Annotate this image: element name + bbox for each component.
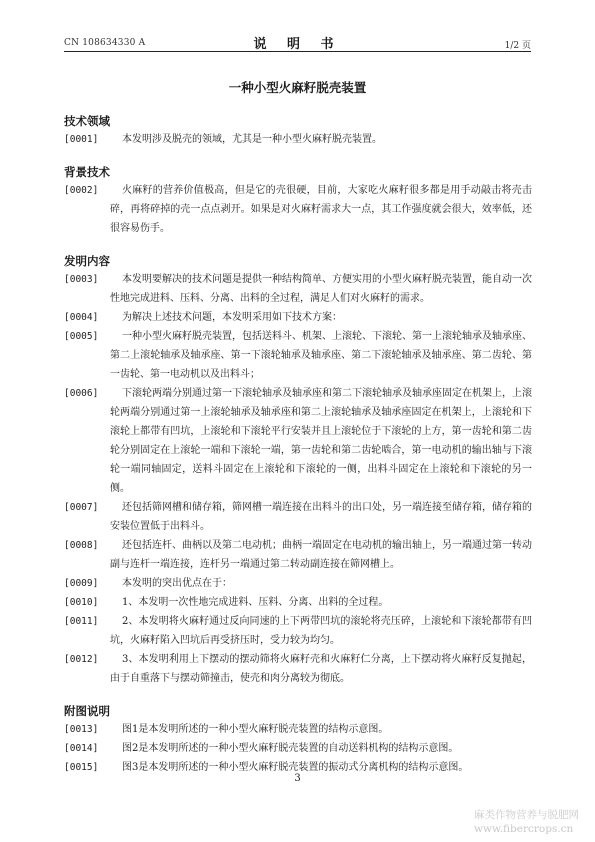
paragraph-number: [0014] [64,743,99,754]
paragraph-number: [0004] [64,312,99,323]
section-heading: 技术领域 [64,114,110,128]
paragraph-text: 图1是本发明所述的一种小型火麻籽脱壳装置的结构示意图。 [122,724,389,735]
paragraph [64,536,532,574]
paragraph [64,130,532,149]
paragraph-number: [0003] [64,274,99,285]
paragraph [64,612,532,650]
section-heading: 附图说明 [64,704,110,718]
paragraph-number: [0015] [64,762,99,773]
paragraph [64,739,532,758]
paragraph-number: [0012] [64,654,99,665]
paragraph [64,270,532,308]
paragraph-number: [0006] [64,388,99,399]
document-type-heading: 说 明 书 [253,37,342,52]
paragraph [64,181,532,238]
paragraph-number: [0013] [64,724,99,735]
paragraph-text: 还包括筛网槽和储存箱，筛网槽一端连接在出料斗的出口处，另一端连接至储存箱，储存箱的安装位置低于出料斗。 [110,502,532,532]
paragraph-text: 一种小型火麻籽脱壳装置，包括送料斗、机架、上滚轮、下滚轮、第一上滚轮轴承及轴承座、第二上滚轮轴承及轴承座、第一下滚轮轴承及轴承座、第二下滚轮轴承及轴承座、第二齿轮、第一齿轮、第一电动机以及出料斗； [110,331,532,380]
paragraph-text: 还包括连杆、曲柄以及第二电动机；曲柄一端固定在电动机的输出轴上，另一端通过第一转动副与连杆一端连接，连杆另一端通过第二转动副连接在筛网槽上。 [110,540,532,570]
paragraph-number: [0001] [64,134,99,145]
paragraph [64,498,532,536]
header-divider [64,51,531,52]
paragraph [64,593,532,612]
paragraph-number: [0008] [64,540,99,551]
paragraph [64,308,532,327]
paragraph-number: [0011] [64,616,99,627]
paragraph [64,650,532,688]
document-body [64,112,532,777]
paragraph-text: 本发明涉及脱壳的领域，尤其是一种小型火麻籽脱壳装置。 [122,134,382,145]
paragraph-number: [0007] [64,502,99,513]
paragraph-text: 为解决上述技术问题，本发明采用如下技术方案： [122,312,342,323]
page-number: 3 [294,773,301,784]
paragraph-text: 2、本发明将火麻籽通过反向同速的上下两带凹坑的滚轮将壳压碎，上滚轮和下滚轮都带有凹坑，火麻籽陷入凹坑后再受挤压时，受力较为均匀。 [110,616,532,646]
paragraph-text: 本发明要解决的技术问题是提供一种结构简单、方便实用的小型火麻籽脱壳装置，能自动一次性地完成进料、压料、分离、出料的全过程，满足人们对火麻籽的需求。 [110,274,532,304]
page-indicator: 1/2 页 [504,41,531,51]
paragraph-number: [0009] [64,578,99,589]
paragraph-text: 火麻籽的营养价值极高，但是它的壳很硬，目前，大家吃火麻籽很多都是用手动敲击将壳击碎，再将碎掉的壳一点点剥开。如果是对火麻籽需求大一点，其工作强度就会很大，效率低，还很容易伤手。 [110,185,532,234]
site-watermark [474,808,579,836]
paragraph-number: [0002] [64,185,99,196]
paragraph-text: 下滚轮两端分别通过第一下滚轮轴承及轴承座和第二下滚轮轴承及轴承座固定在机架上，上滚轮两端分别通过第一上滚轮轴承及轴承座和第二上滚轮轴承及轴承座固定在机架上，上滚轮和下滚轮上都带有凹坑，上滚轮和下滚轮平行安装并且上滚轮位于下滚轮的上方，第一齿轮和第二齿轮分别固定在上滚轮一端和下滚轮一端，第一齿轮和第二齿轮啮合，第一电动机的输出轴与下滚轮一端同轴固定，送料斗固定在上滚轮和下滚轮的一侧，出料斗固定在上滚轮和下滚轮的另一侧。 [110,388,532,494]
paragraph [64,720,532,739]
section-heading: 背景技术 [64,165,110,179]
paragraph-number: [0010] [64,597,99,608]
section-heading: 发明内容 [64,254,110,268]
document-title: 一种小型火麻籽脱壳装置 [228,80,367,95]
watermark-line-2: www.fibercrops.cn [474,823,574,835]
paragraph-number: [0005] [64,331,99,342]
paragraph-text: 1、本发明一次性地完成进料、压料、分离、出料的全过程。 [122,597,389,608]
paragraph-text: 本发明的突出优点在于： [122,578,232,589]
paragraph-text: 3、本发明利用上下摆动的摆动筛将火麻籽壳和火麻籽仁分离，上下摆动将火麻籽反复抛起，由于自重落下与摆动筛撞击，使壳和肉分离较为彻底。 [110,654,532,684]
paragraph [64,327,532,384]
watermark-line-1: 麻类作物营养与脱肥网 [474,809,579,821]
paragraph [64,384,532,498]
paragraph-text: 图2是本发明所述的一种小型火麻籽脱壳装置的自动送料机构的结构示意图。 [122,743,459,754]
publication-number: CN 108634330 A [64,38,146,48]
paragraph [64,574,532,593]
paragraph-text: 图3是本发明所述的一种小型火麻籽脱壳装置的振动式分离机构的结构示意图。 [122,762,469,773]
